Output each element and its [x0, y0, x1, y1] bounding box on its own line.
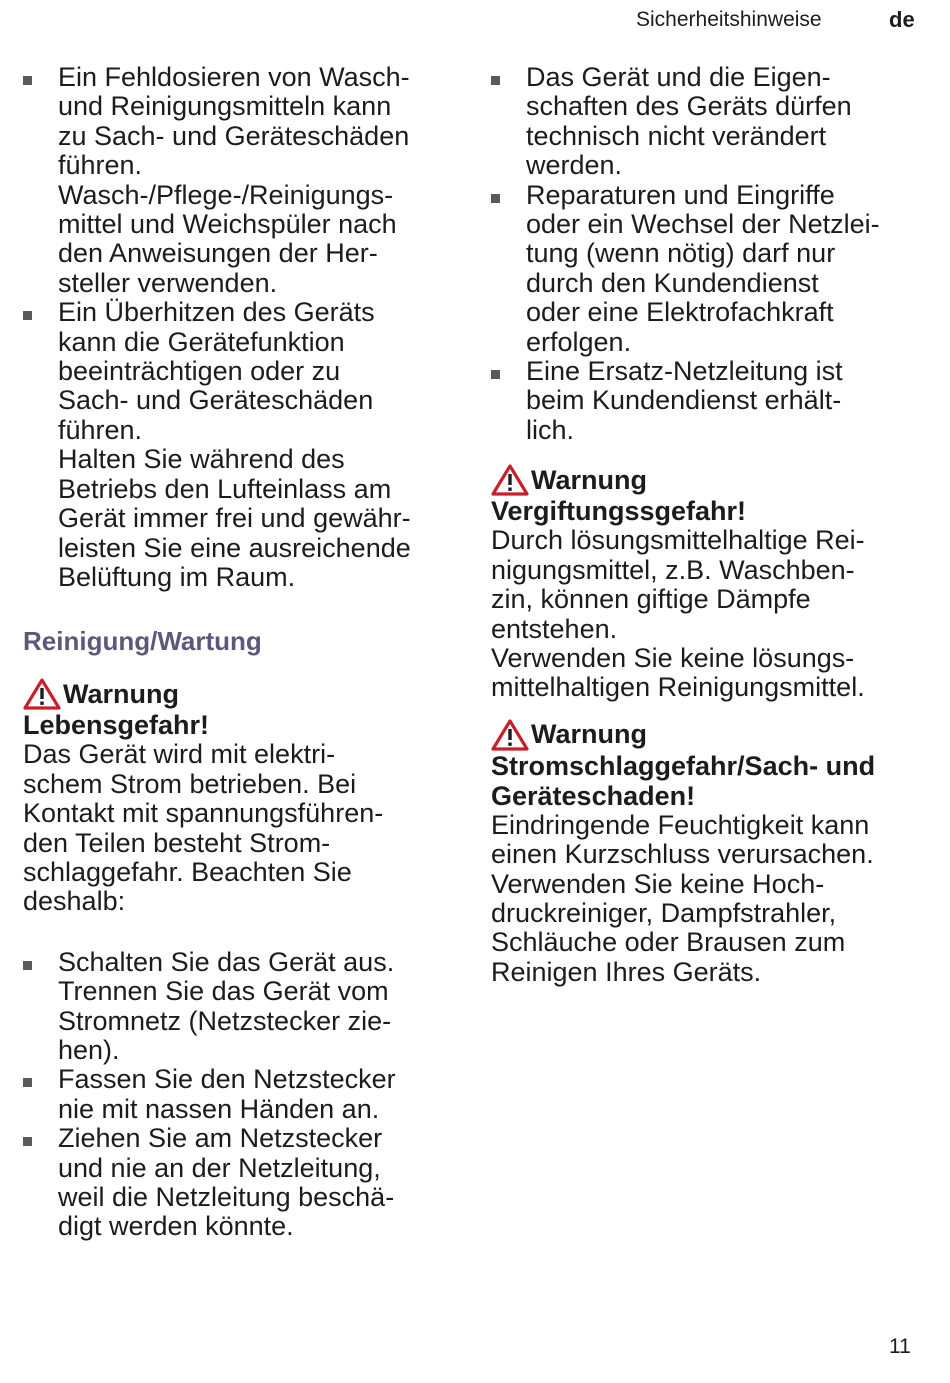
bullet-list — [491, 63, 931, 445]
section-heading: Reinigung/Wartung — [23, 626, 262, 657]
list-item — [23, 1065, 463, 1124]
warning-hazard: Vergiftungssgefahr! — [491, 496, 747, 527]
list-item-text: Fassen Sie den Netzstecker nie mit nassen Händen an. — [58, 1064, 396, 1124]
square-bullet-icon — [491, 76, 500, 85]
list-item-text: Reparaturen und Eingriffe oder ein Wechsel der Netzlei- tung (wenn nötig) darf nur durch den Kundendienst oder eine Elektrofachkraft erfolgen. — [526, 179, 880, 357]
list-item — [491, 357, 931, 445]
list-item-text: Ein Fehldosieren von Wasch- und Reinigungsmitteln kann zu Sach- und Geräteschäden führen. — [58, 62, 410, 181]
list-item-text: Ein Überhitzen des Geräts kann die Gerätefunktion beeinträchtigen oder zu Sach- und Geräteschäden führen. — [58, 297, 375, 445]
list-item-text: Ziehen Sie am Netzstecker und nie an der Netzleitung, weil die Netzleitung beschä- digt werden könnte. — [58, 1123, 395, 1242]
warning-title — [491, 719, 931, 751]
warning-triangle-icon — [491, 464, 529, 496]
square-bullet-icon — [23, 1078, 32, 1087]
warning-label: Warnung — [531, 719, 647, 750]
list-item-text: Schalten Sie das Gerät aus. Trennen Sie das Gerät vom Stromnetz (Netzstecker zie- hen). — [58, 946, 395, 1065]
running-header-section: Sicherheitshinweise — [636, 8, 822, 31]
warning-block — [23, 678, 463, 916]
warning-block — [491, 464, 931, 702]
list-item-text: Eine Ersatz-Netzleitung ist beim Kundendienst erhält- lich. — [526, 356, 843, 445]
warning-block — [491, 719, 931, 987]
warning-title — [491, 464, 931, 496]
list-item-text: Das Gerät und die Eigen- schaften des Geräts dürfen technisch nicht verändert werden. — [526, 62, 852, 181]
square-bullet-icon — [23, 311, 32, 320]
warning-body: Durch lösungsmittelhaltige Rei- nigungsmittel, z.B. Waschben- zin, können giftige Dämpfe entstehen. Verwenden Sie keine lösungs- mittelhaltigen Reinigungsmittel. — [491, 525, 865, 703]
warning-body: Eindringende Feuchtigkeit kann einen Kurzschluss verursachen. Verwenden Sie keine Hoch- druckreiniger, Dampfstrahler, Schläuche oder Brausen zum Reinigen Ihres Geräts. — [491, 809, 874, 987]
list-item — [491, 63, 931, 181]
square-bullet-icon — [23, 1137, 32, 1146]
warning-hazard: Lebensgefahr! — [23, 710, 210, 741]
square-bullet-icon — [23, 76, 32, 85]
warning-body: Das Gerät wird mit elektri- schem Strom betrieben. Bei Kontakt mit spannungsführen- den Teilen besteht Strom- schlaggefahr. Beachten Sie deshalb: — [23, 739, 384, 917]
square-bullet-icon — [23, 961, 32, 970]
warning-label: Warnung — [531, 464, 647, 495]
page-number: 11 — [889, 1335, 911, 1358]
right-column — [491, 63, 931, 987]
square-bullet-icon — [491, 194, 500, 203]
bullet-list — [23, 63, 463, 592]
list-item — [491, 181, 931, 357]
list-item — [23, 298, 463, 592]
warning-hazard: Stromschlaggefahr/Sach- und Geräteschaden! — [491, 750, 876, 811]
list-item-note: Wasch-/Pflege-/Reinigungs- mittel und Weichspüler nach den Anweisungen der Her- steller verwenden. — [58, 179, 397, 298]
list-item — [23, 1124, 463, 1242]
warning-title — [23, 678, 463, 710]
left-column — [23, 63, 463, 1242]
warning-triangle-icon — [23, 678, 61, 710]
warning-label: Warnung — [63, 678, 179, 709]
square-bullet-icon — [491, 370, 500, 379]
list-item — [23, 948, 463, 1066]
warning-triangle-icon — [491, 719, 529, 751]
bullet-list — [23, 948, 463, 1242]
list-item — [23, 63, 463, 298]
language-code: de — [889, 7, 915, 32]
list-item-note: Halten Sie während des Betriebs den Lufteinlass am Gerät immer frei und gewähr- leisten Sie eine ausreichende Belüftung im Raum. — [58, 444, 411, 592]
